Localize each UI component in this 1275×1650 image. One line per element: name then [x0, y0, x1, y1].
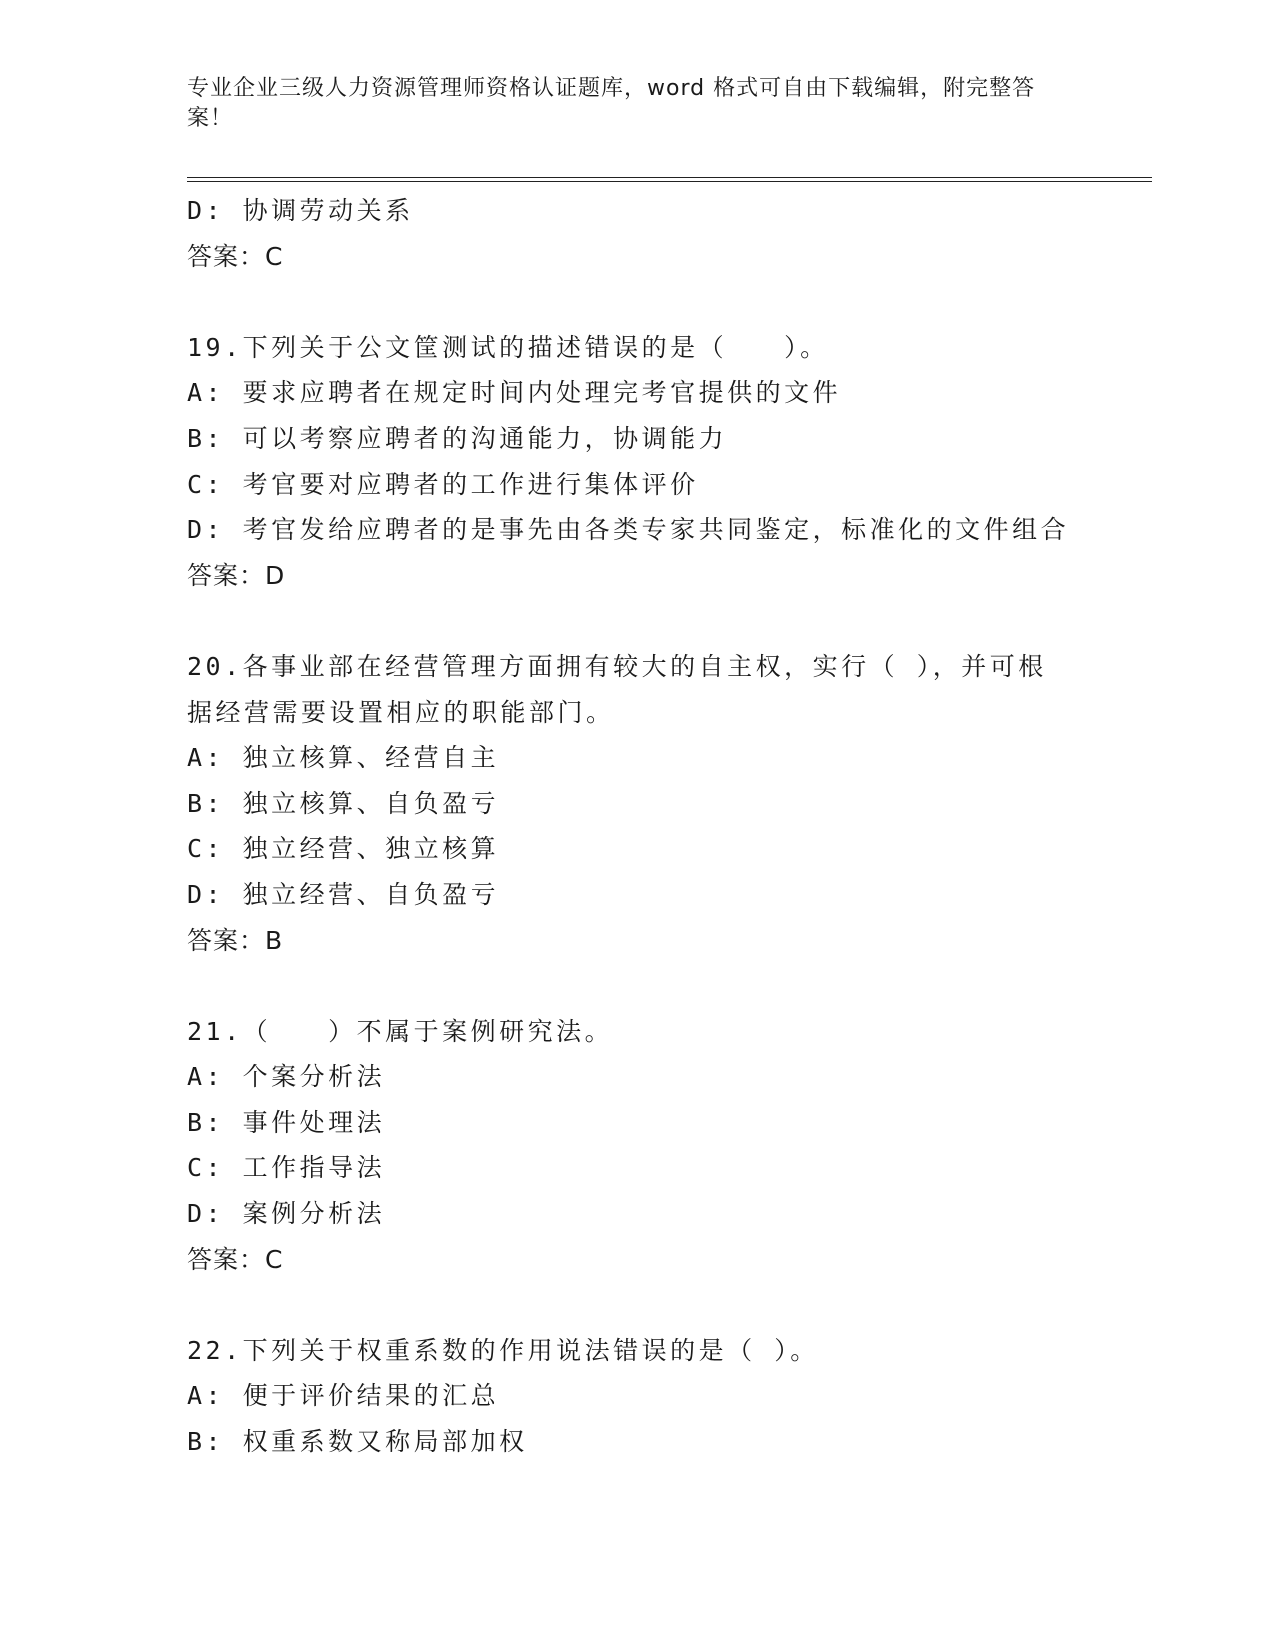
option-c: C: 独立经营、独立核算 — [187, 834, 500, 864]
option-b: B: 事件处理法 — [187, 1107, 386, 1137]
option-d: D: 案例分析法 — [187, 1199, 386, 1229]
answer-label: 答案：C — [187, 1244, 284, 1274]
question-19 — [187, 325, 1152, 599]
answer-label: 答案：B — [187, 925, 284, 955]
option-c: C: 工作指导法 — [187, 1153, 386, 1183]
option-d: D: 独立经营、自负盈亏 — [187, 879, 500, 909]
spacer — [187, 279, 1152, 325]
question-21 — [187, 1009, 1152, 1283]
option-d: D: 协调劳动关系 — [187, 196, 414, 225]
question-stem: 20.各事业部在经营管理方面拥有较大的自主权，实行（ ），并可根据经营需要设置相应的职能部门。 — [187, 651, 1047, 727]
option-a: A: 要求应聘者在规定时间内处理完考官提供的文件 — [187, 378, 842, 408]
option-a: A: 便于评价结果的汇总 — [187, 1381, 500, 1411]
option-a: A: 个案分析法 — [187, 1062, 386, 1092]
question-list — [187, 188, 1152, 1465]
answer-label: 答案：D — [187, 560, 286, 590]
option-a: A: 独立核算、经营自主 — [187, 743, 500, 773]
option-b: B: 可以考察应聘者的沟通能力，协调能力 — [187, 423, 728, 453]
spacer — [187, 963, 1152, 1009]
spacer — [187, 1282, 1152, 1328]
spacer — [187, 598, 1152, 644]
question-stem: 22.下列关于权重系数的作用说法错误的是（ ）。 — [187, 1335, 819, 1365]
question-22 — [187, 1328, 1152, 1465]
option-b: B: 独立核算、自负盈亏 — [187, 788, 500, 818]
question-stem: 19.下列关于公文筐测试的描述错误的是（ ）。 — [187, 332, 829, 362]
option-c: C: 考官要对应聘者的工作进行集体评价 — [187, 469, 699, 499]
document-header: 专业企业三级人力资源管理师资格认证题库，word 格式可自由下载编辑，附完整答案！ — [187, 76, 1036, 131]
answer-label: 答案：C — [187, 241, 284, 271]
option-b: B: 权重系数又称局部加权 — [187, 1427, 528, 1457]
question-stem: 21.（ ）不属于案例研究法。 — [187, 1016, 614, 1046]
header-divider — [187, 177, 1152, 182]
option-d: D: 考官发给应聘者的是事先由各类专家共同鉴定，标准化的文件组合 — [187, 515, 1070, 545]
question-20 — [187, 644, 1152, 963]
